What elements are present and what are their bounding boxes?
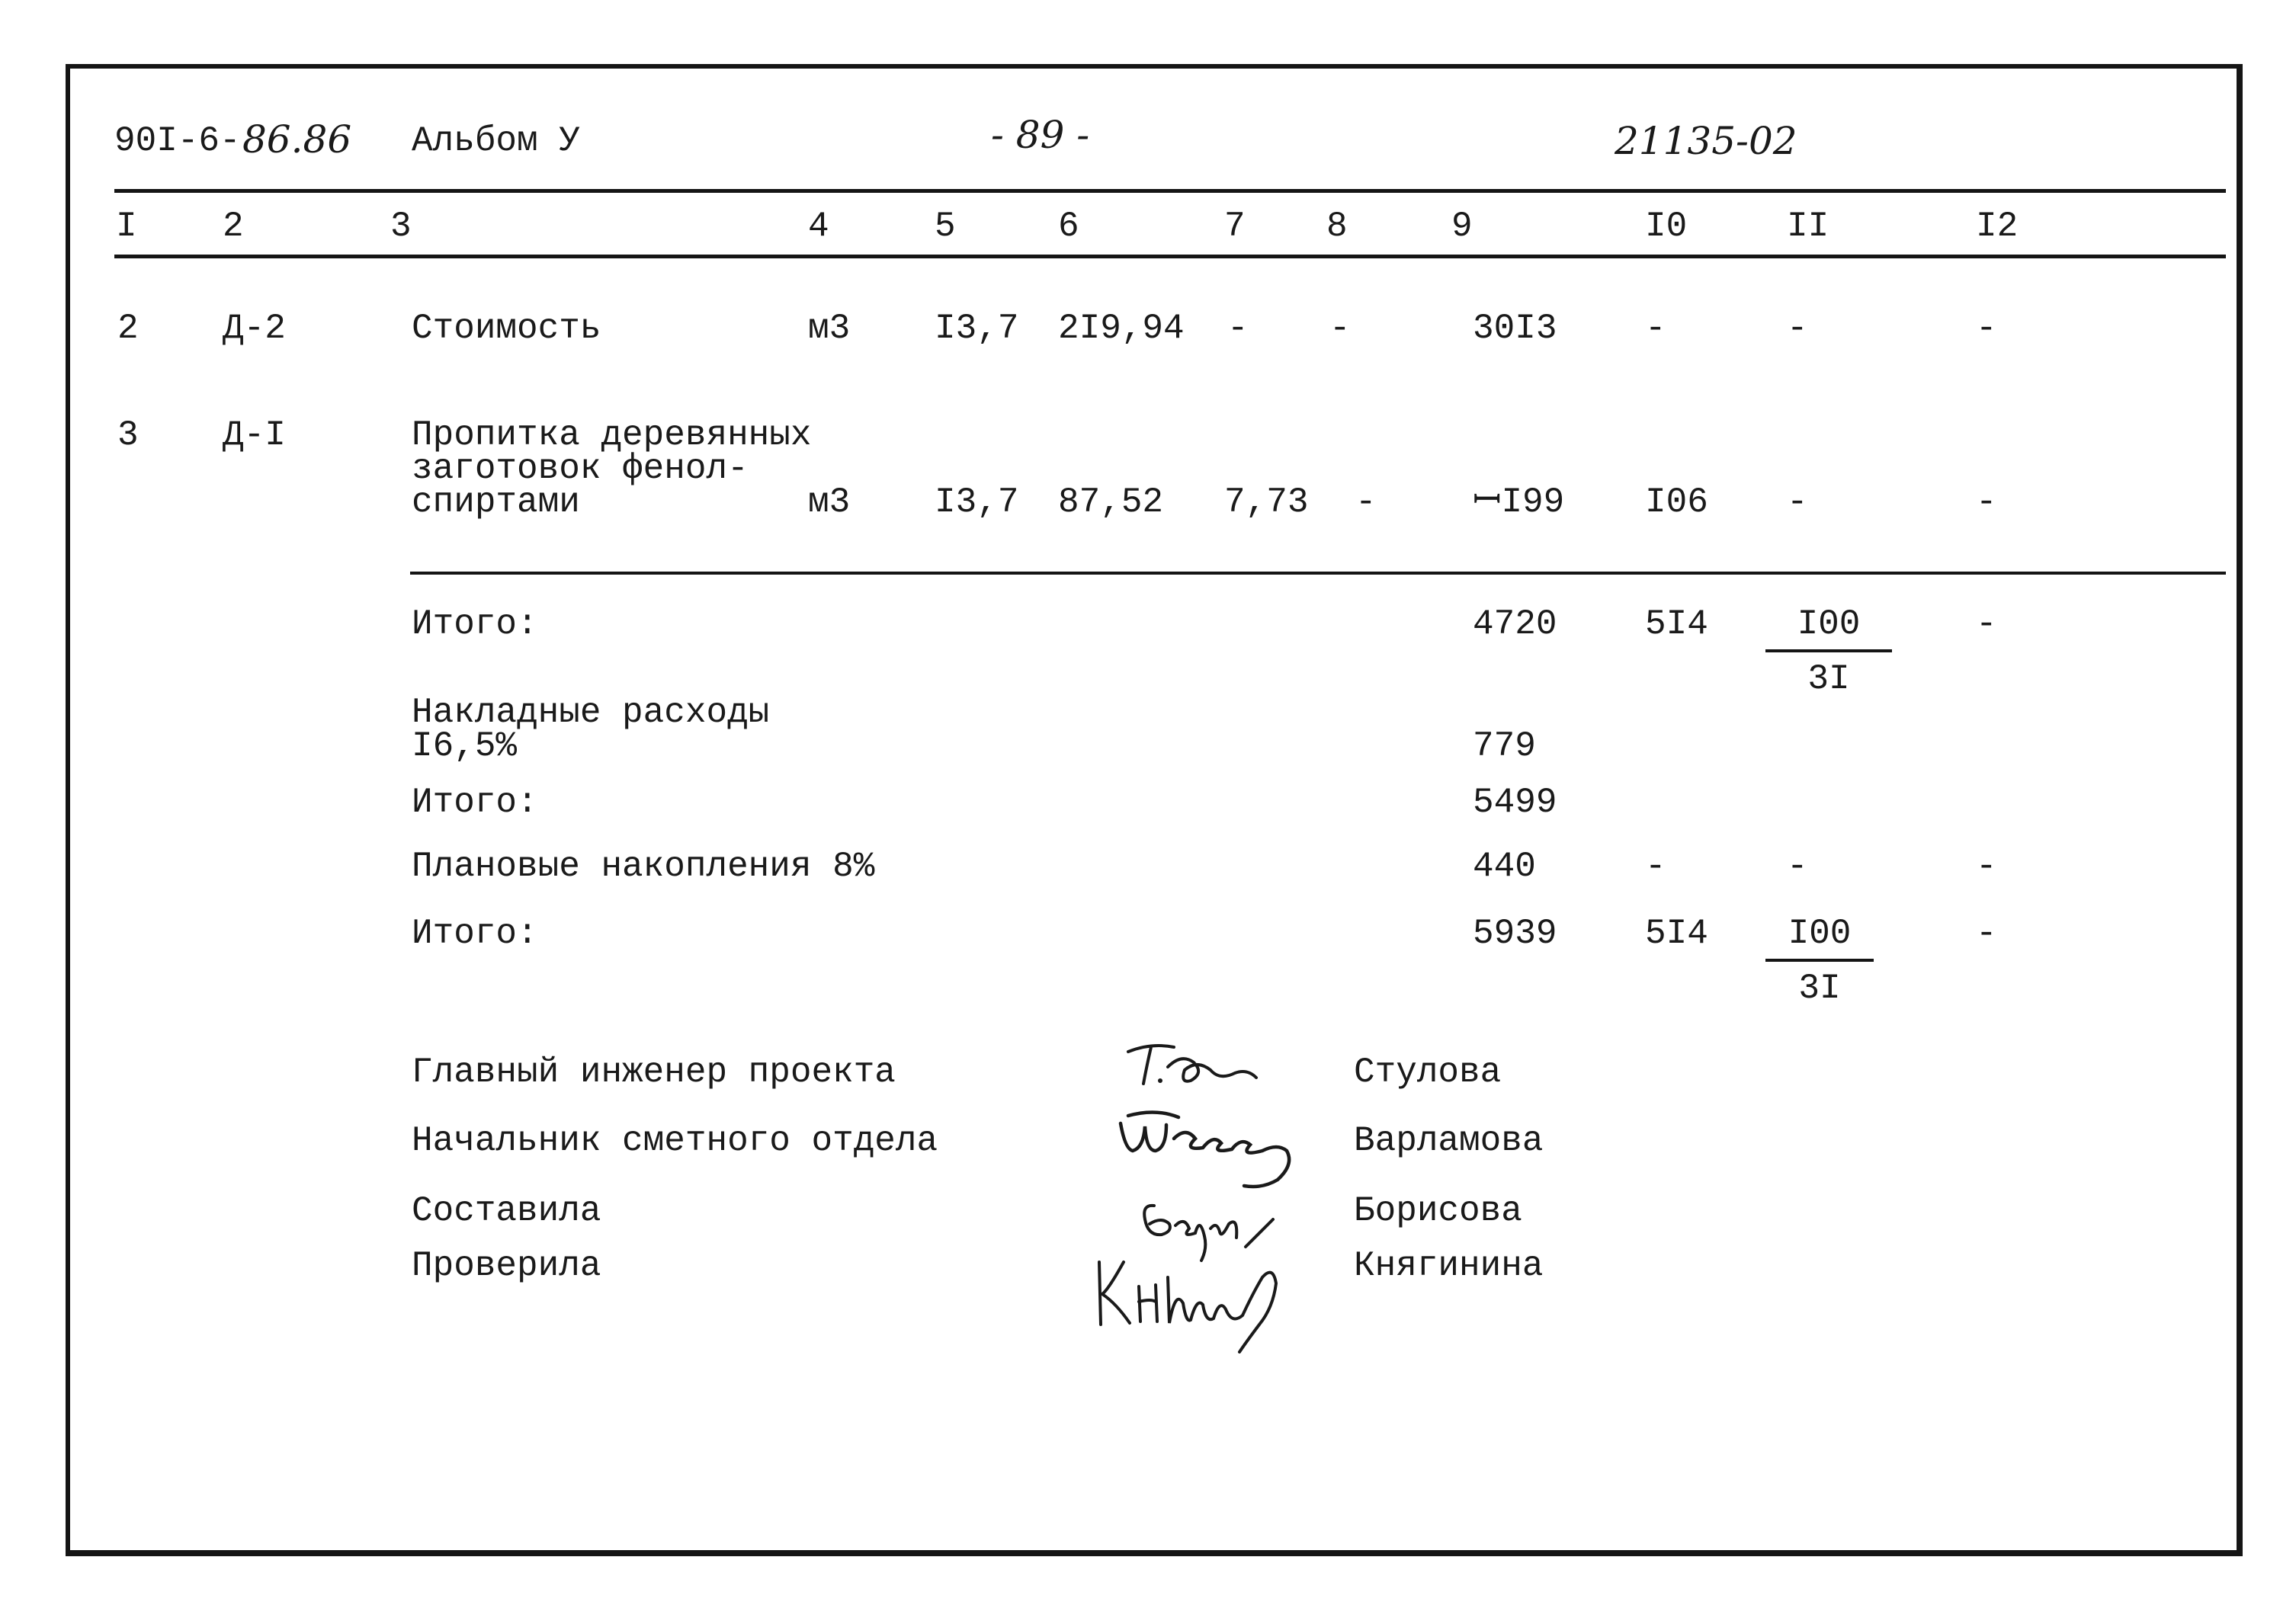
column-header-12: I2	[1976, 207, 2019, 246]
page-number: - 89 -	[991, 113, 1090, 157]
planned-col9: 440	[1473, 847, 1536, 886]
row-number: 3	[117, 415, 139, 455]
total-col10: 5I4	[1645, 914, 1708, 953]
signature-name: Стулова	[1354, 1052, 1502, 1092]
column-header-6: 6	[1058, 207, 1079, 246]
planned-label: Плановые накопления 8%	[412, 847, 875, 886]
column-header-4: 4	[808, 207, 829, 246]
row-col10: -	[1645, 309, 1666, 348]
album-label: Альбом У	[412, 121, 580, 161]
fraction-numerator: I00	[1765, 916, 1874, 962]
fraction-numerator: I00	[1765, 607, 1892, 652]
row-name-line-1: Пропитка деревянных	[412, 415, 812, 455]
total-col11-fraction	[1765, 916, 1874, 1006]
total-col9: 5939	[1473, 914, 1557, 953]
row-number: 2	[117, 309, 139, 348]
row-col12: -	[1976, 309, 1997, 348]
row-col9: 30I3	[1473, 309, 1557, 348]
subtotal-rule	[410, 572, 2226, 575]
overhead-label: Накладные расходы	[412, 693, 770, 732]
total-label: Итого:	[412, 604, 538, 644]
row-col12: -	[1976, 482, 1997, 522]
row-code: Д-I	[223, 415, 286, 455]
signature-name: Княгинина	[1354, 1246, 1544, 1286]
total-col12: -	[1976, 914, 1997, 953]
column-header-1: I	[116, 207, 137, 246]
row-price: 2I9,94	[1058, 309, 1185, 348]
header-rule-top	[114, 189, 2226, 193]
column-header-3: 3	[390, 207, 412, 246]
total-label: Итого:	[412, 914, 538, 953]
overhead-col9: 779	[1473, 726, 1536, 766]
signature-stulova	[1121, 1036, 1265, 1105]
planned-col11: -	[1787, 847, 1808, 886]
signature-role: Главный инженер проекта	[412, 1052, 896, 1092]
row-col11: -	[1787, 309, 1808, 348]
row-unit: м3	[808, 482, 851, 522]
column-header-11: II	[1787, 207, 1829, 246]
row-col7: 7,73	[1224, 482, 1309, 522]
overhead-rate: I6,5%	[412, 726, 518, 766]
row-col9: ꟷI99	[1473, 482, 1565, 522]
total-col9: 5499	[1473, 783, 1557, 822]
column-header-9: 9	[1451, 207, 1473, 246]
fraction-denominator: 3I	[1807, 659, 1850, 699]
total-col12: -	[1976, 604, 1997, 644]
total-label: Итого:	[412, 783, 538, 822]
signature-role: Составила	[412, 1191, 601, 1231]
document-code: 90I-6-	[114, 121, 241, 161]
signature-role: Начальник сметного отдела	[412, 1121, 938, 1161]
signature-knyaginina	[1090, 1239, 1319, 1354]
signature-name: Варламова	[1354, 1121, 1544, 1161]
column-header-5: 5	[935, 207, 956, 246]
column-header-7: 7	[1224, 207, 1246, 246]
column-header-10: I0	[1645, 207, 1688, 246]
document-code-handwritten: 86.86	[242, 117, 352, 162]
row-quantity: I3,7	[935, 309, 1019, 348]
row-code: Д-2	[223, 309, 286, 348]
column-header-8: 8	[1326, 207, 1348, 246]
doc-number: 21135-02	[1615, 119, 1797, 163]
row-name-line-3: спиртами	[412, 482, 580, 522]
signature-name: Борисова	[1354, 1191, 1522, 1231]
row-col11: -	[1787, 482, 1808, 522]
row-name-line-2: заготовок фенол-	[412, 449, 749, 489]
total-col11-fraction	[1765, 604, 1892, 699]
planned-col12: -	[1976, 847, 1997, 886]
row-price: 87,52	[1058, 482, 1164, 522]
row-col8: -	[1329, 309, 1351, 348]
row-col8: -	[1355, 482, 1377, 522]
row-unit: м3	[808, 309, 851, 348]
fraction-denominator: 3I	[1798, 969, 1841, 1008]
total-col9: 4720	[1473, 604, 1557, 644]
row-name: Стоимость	[412, 309, 601, 348]
row-quantity: I3,7	[935, 482, 1019, 522]
total-col10: 5I4	[1645, 604, 1708, 644]
column-header-2: 2	[223, 207, 244, 246]
row-col10: I06	[1645, 482, 1708, 522]
signature-role: Проверила	[412, 1246, 601, 1286]
header-rule-bottom	[114, 255, 2226, 258]
row-col7: -	[1227, 309, 1249, 348]
signature-varlamova	[1110, 1104, 1308, 1195]
planned-col10: -	[1645, 847, 1666, 886]
